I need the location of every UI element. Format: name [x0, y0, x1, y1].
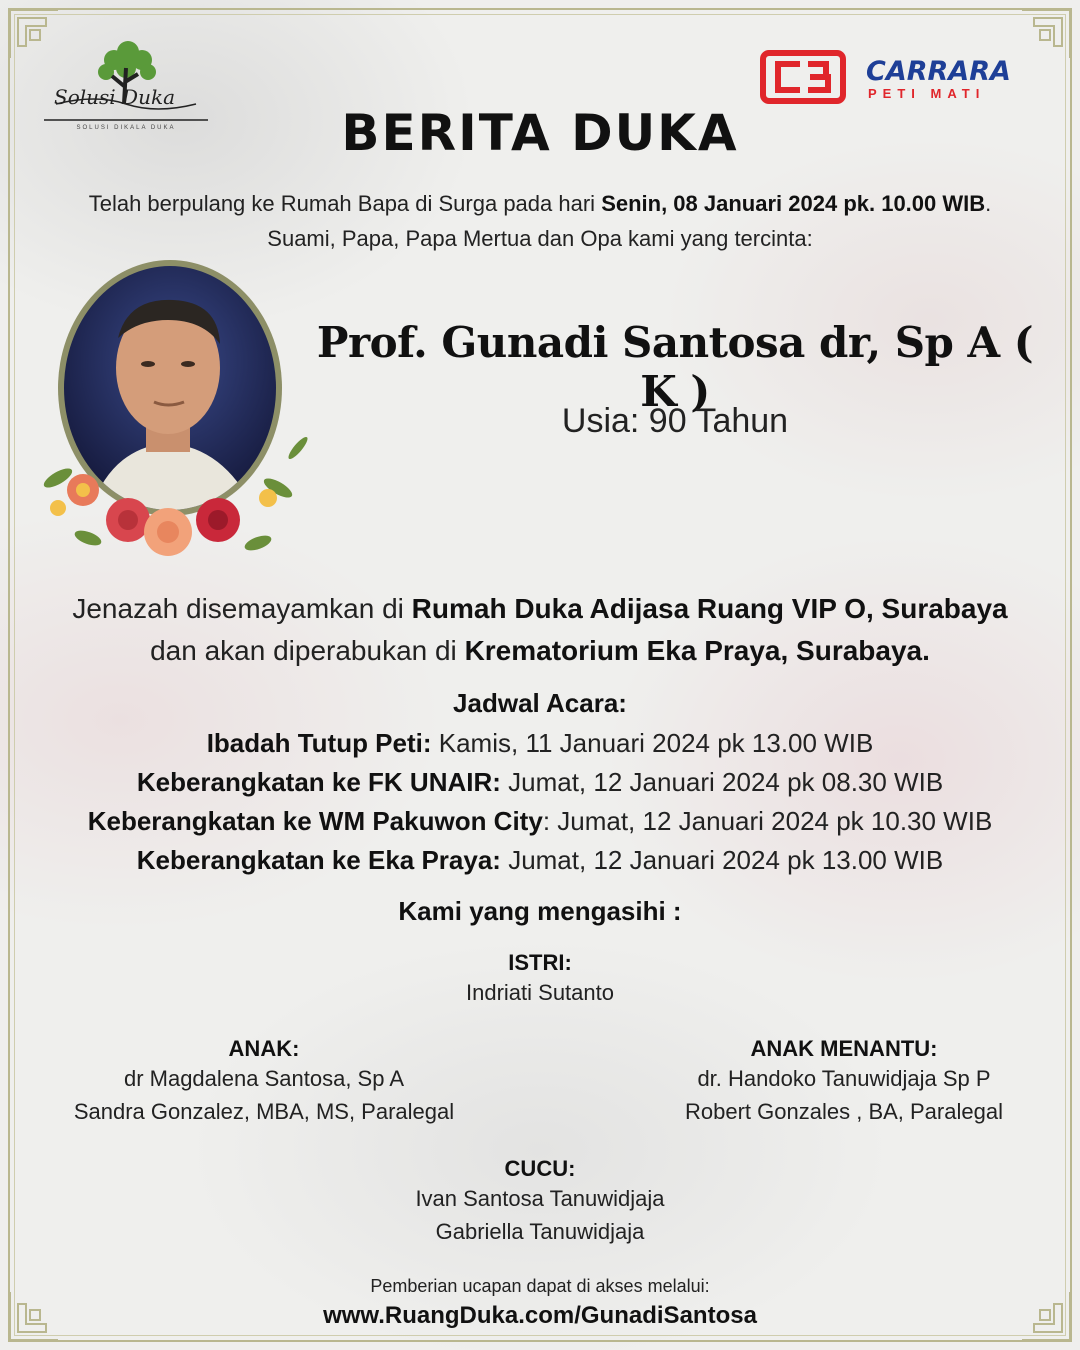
schedule-item: Keberangkatan ke FK UNAIR: Jumat, 12 Januari 2024 pk 08.30 WIB: [136, 767, 944, 797]
location-text: Jenazah disemayamkan di Rumah Duka Adijasa Ruang VIP O, Surabaya dan akan diperabukan di Krematorium Eka Praya, Surabaya.: [72, 593, 1008, 666]
family-menantu: ANAK MENANTU: dr. Handoko Tanuwidjaja Sp P Robert Gonzales , BA, Paralegal: [685, 1036, 1003, 1124]
carrara-sub: PETI MATI: [868, 86, 986, 101]
family-istri: ISTRI: Indriati Sutanto: [466, 950, 614, 1005]
funeral-home: Rumah Duka Adijasa Ruang VIP O, Surabaya: [411, 593, 1008, 624]
logo-text-solusi: Solusi Duka: [54, 85, 175, 109]
carrara-logo: [760, 50, 1020, 108]
schedule-item: Keberangkatan ke WM Pakuwon City: Jumat, 12 Januari 2024 pk 10.30 WIB: [87, 806, 993, 836]
logo-tagline: SOLUSI DIKALA DUKA: [76, 125, 176, 131]
crematorium: Krematorium Eka Praya, Surabaya.: [464, 635, 930, 666]
corner-ornament-icon: [1018, 6, 1074, 62]
page-title: BERITA DUKA: [341, 104, 739, 162]
schedule-list: [0, 724, 1080, 880]
footer-note: Pemberian ucapan dapat di akses melalui:: [370, 1276, 710, 1296]
schedule-item: Ibadah Tutup Peti: Kamis, 11 Januari 2024 pk 13.00 WIB: [206, 728, 874, 758]
schedule-item: Keberangkatan ke Eka Praya: Jumat, 12 Januari 2024 pk 13.00 WIB: [136, 845, 944, 875]
death-date: Senin, 08 Januari 2024 pk. 10.00 WIB: [601, 191, 986, 216]
deceased-age: Usia: 90 Tahun: [561, 402, 789, 440]
schedule-title: Jadwal Acara:: [453, 688, 627, 718]
deceased-name: Prof. Gunadi Santosa dr, Sp A ( K ): [316, 318, 1034, 416]
family-anak: ANAK: dr Magdalena Santosa, Sp A Sandra Gonzalez, MBA, MS, Paralegal: [73, 1036, 455, 1124]
intro-text: Telah berpulang ke Rumah Bapa di Surga pada hari Senin, 08 Januari 2024 pk. 10.00 WIB. Suami, Papa, Papa Mertua dan Opa kami yang tercinta:: [88, 191, 992, 251]
family-title: Kami yang mengasihi :: [398, 896, 682, 926]
footer-url-link[interactable]: www.RuangDuka.com/GunadiSantosa: [323, 1302, 757, 1329]
portrait-photo: [28, 258, 308, 578]
family-cucu: CUCU: Ivan Santosa Tanuwidjaja Gabriella Tanuwidjaja: [415, 1156, 665, 1244]
carrara-brand: CARRARA: [866, 56, 1011, 87]
